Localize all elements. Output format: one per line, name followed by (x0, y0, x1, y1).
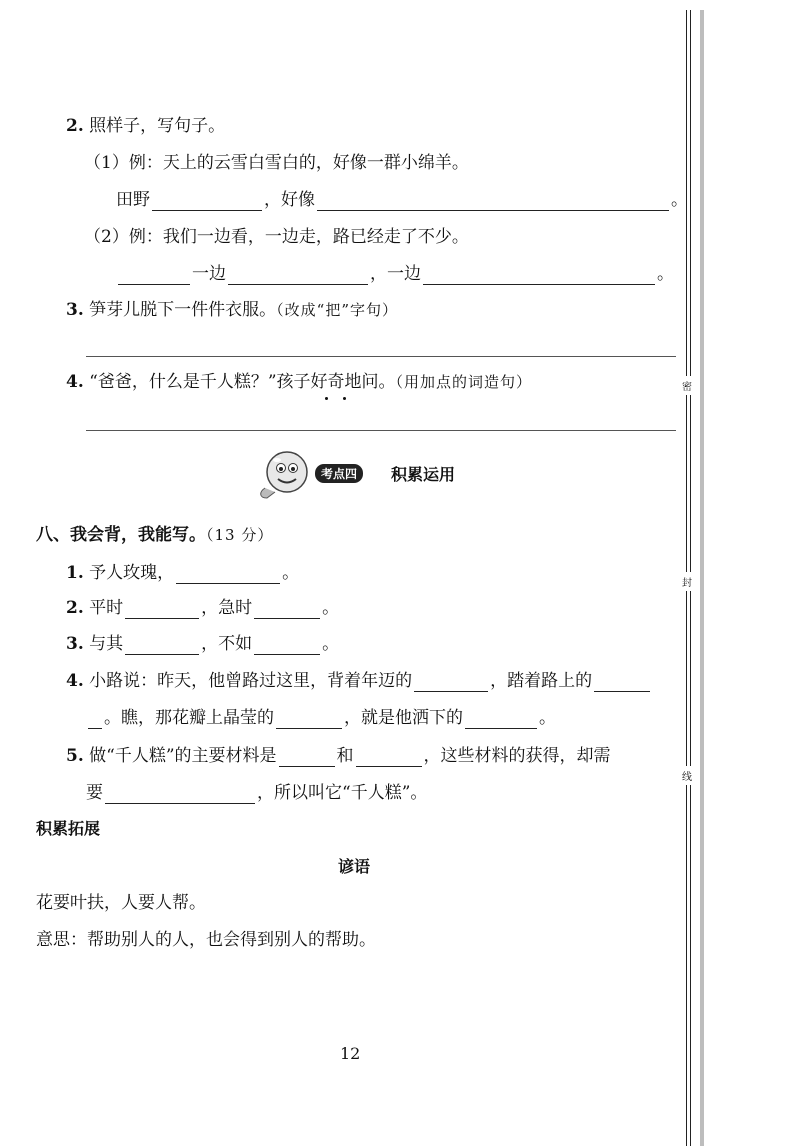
q4-number: 4. (66, 372, 84, 392)
q2-title-text: 照样子，写句子。 (89, 116, 226, 136)
answer-line[interactable] (86, 356, 676, 357)
answer-blank[interactable] (254, 600, 320, 619)
s8-item-4 (66, 670, 652, 692)
q3-text: 笋芽儿脱下一件件衣服。 (89, 300, 277, 320)
answer-blank[interactable] (279, 748, 335, 767)
banner-title: 积累运用 (391, 465, 456, 484)
seal-mark-xian: 线 (682, 766, 692, 785)
answer-blank[interactable] (125, 636, 199, 655)
q3 (66, 299, 398, 321)
answer-blank[interactable] (88, 710, 102, 729)
answer-blank[interactable] (356, 748, 422, 767)
q2-number: 2. (66, 116, 84, 136)
s8-item-1-text: 予人玫瑰， (89, 563, 175, 583)
answer-blank[interactable] (176, 565, 280, 584)
answer-blank[interactable] (105, 785, 255, 804)
q3-hint: （改成“把”字句） (276, 301, 398, 319)
smiley-mascot-icon (255, 448, 315, 502)
q2-fill-1-mid: ，好像 (264, 190, 315, 210)
q2-example-1: （1）例：天上的云雪白雪白的，好像一群小绵羊。 (84, 153, 469, 173)
section-8-heading (36, 524, 273, 546)
answer-blank[interactable] (125, 600, 199, 619)
emphasis-dot (325, 397, 328, 400)
answer-blank[interactable] (317, 192, 669, 211)
extension-heading: 积累拓展 (36, 819, 101, 838)
q4-hint: （用加点的词造句） (395, 373, 533, 391)
q2-example-2: （2）例：我们一边看，一边走，路已经走了不少。 (84, 227, 469, 247)
s8-item-5-number: 5. (66, 746, 84, 766)
answer-blank[interactable] (465, 710, 537, 729)
s8-item-5-b: 和 (336, 746, 354, 766)
proverb-title: 谚语 (338, 857, 371, 876)
s8-item-2-a: 平时 (89, 598, 124, 618)
s8-item-2-number: 2. (66, 598, 84, 618)
s8-item-2 (66, 597, 339, 619)
emphasis-dot (343, 397, 346, 400)
q2-fill-2-a: 一边 (192, 264, 226, 284)
answer-blank[interactable] (276, 710, 342, 729)
s8-item-1-number: 1. (66, 563, 84, 583)
q2-fill-1 (116, 189, 688, 211)
proverb-meaning: 意思：帮助别人的人，也会得到别人的帮助。 (36, 930, 376, 950)
s8-item-2-b: ，急时 (201, 598, 253, 618)
s8-item-4-end: 。 (539, 708, 556, 728)
s8-item-1-end: 。 (282, 563, 300, 583)
section-banner (255, 448, 485, 502)
answer-blank[interactable] (228, 266, 368, 285)
s8-item-4-b: ，踏着路上的 (490, 671, 593, 691)
s8-item-5-a: 做“千人糕”的主要材料是 (89, 746, 277, 766)
s8-item-5-d: 要 (86, 783, 103, 803)
binding-bar (700, 10, 704, 1146)
seal-mark-feng: 封 (682, 572, 692, 591)
s8-item-5-e: ，所以叫它“千人糕”。 (257, 783, 428, 803)
s8-item-2-end: 。 (322, 598, 340, 618)
s8-item-3-end: 。 (322, 634, 340, 654)
s8-item-3-b: ，不如 (201, 634, 253, 654)
answer-blank[interactable] (423, 266, 655, 285)
s8-item-5-c: ，这些材料的获得，却需 (423, 746, 611, 766)
answer-blank[interactable] (152, 192, 262, 211)
answer-blank[interactable] (594, 673, 650, 692)
answer-blank[interactable] (118, 266, 190, 285)
answer-blank[interactable] (254, 636, 320, 655)
q3-number: 3. (66, 300, 84, 320)
q2-fill-2 (116, 263, 674, 285)
q2-fill-2-end: 。 (657, 264, 674, 284)
answer-blank[interactable] (414, 673, 488, 692)
section-8-score: （13 分） (206, 526, 274, 544)
q2-fill-2-b: ，一边 (370, 264, 421, 284)
answer-line[interactable] (86, 430, 676, 431)
section-8-title: 八、我会背，我能写。 (36, 525, 206, 545)
s8-item-3 (66, 633, 339, 655)
q2-fill-1-label: 田野 (116, 190, 150, 210)
banner-tag: 考点四 (315, 464, 363, 483)
q4 (66, 371, 532, 393)
s8-item-4-a: 小路说：昨天，他曾路过这里，背着年迈的 (89, 671, 413, 691)
s8-item-5-cont (86, 782, 427, 804)
s8-item-4-d: ，就是他洒下的 (344, 708, 463, 728)
s8-item-4-c: 。瞧，那花瓣上晶莹的 (104, 708, 274, 728)
s8-item-5 (66, 745, 611, 767)
q2-fill-1-end: 。 (671, 190, 688, 210)
q2-title (66, 115, 225, 137)
page-number: 12 (340, 1044, 361, 1063)
q4-text: “爸爸，什么是千人糕？”孩子好奇地问。 (89, 372, 396, 392)
s8-item-4-number: 4. (66, 671, 84, 691)
s8-item-1 (66, 562, 299, 584)
proverb-text: 花要叶扶，人要人帮。 (36, 893, 206, 913)
s8-item-3-number: 3. (66, 634, 84, 654)
seal-mark-mi: 密 (682, 376, 692, 395)
s8-item-4-cont (86, 707, 556, 729)
s8-item-3-a: 与其 (89, 634, 124, 654)
